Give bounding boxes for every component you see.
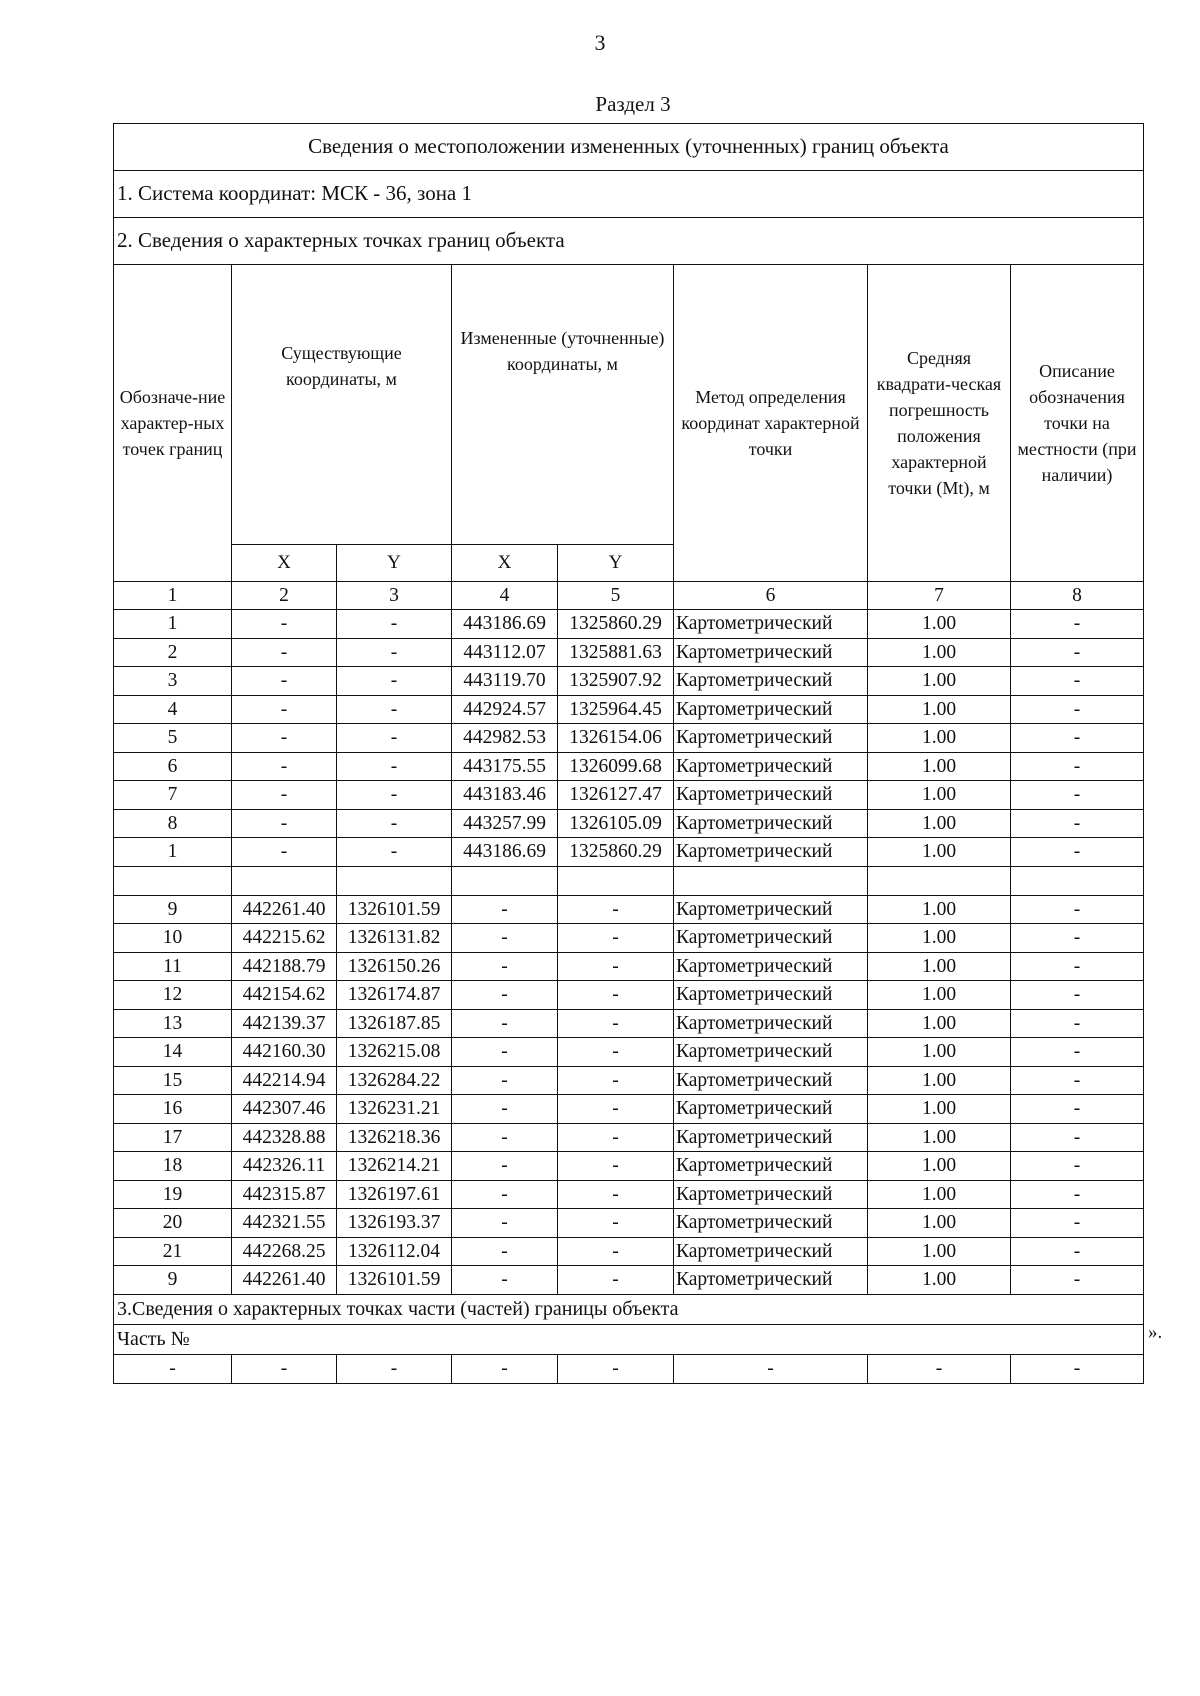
table-row (114, 610, 1144, 639)
table-row (114, 924, 1144, 953)
table-row (114, 1266, 1144, 1295)
table-cell: - (1011, 781, 1144, 810)
parts-cell: - (337, 1354, 452, 1383)
table-cell: - (1011, 1123, 1144, 1152)
table-cell: - (452, 1180, 558, 1209)
table-cell: Картометрический (674, 1152, 868, 1181)
table-row (114, 781, 1144, 810)
table-cell: 1.00 (868, 1123, 1011, 1152)
table-cell: 1325860.29 (558, 610, 674, 639)
table-cell: 442268.25 (232, 1237, 337, 1266)
table-cell: 1.00 (868, 1038, 1011, 1067)
table-cell: 1325964.45 (558, 695, 674, 724)
table-cell: 1326112.04 (337, 1237, 452, 1266)
table-cell: 1326197.61 (337, 1180, 452, 1209)
table-cell: 7 (114, 781, 232, 810)
table-cell: 1326187.85 (337, 1009, 452, 1038)
table-cell: - (558, 1180, 674, 1209)
table-cell: 1.00 (868, 1209, 1011, 1238)
table-cell: 442214.94 (232, 1066, 337, 1095)
table-cell: 1.00 (868, 695, 1011, 724)
table-cell: 1.00 (868, 752, 1011, 781)
table-cell: - (337, 781, 452, 810)
table-cell: 1.00 (868, 610, 1011, 639)
parts-cell: - (868, 1354, 1011, 1383)
table-cell: Картометрический (674, 981, 868, 1010)
table-cell: - (1011, 667, 1144, 696)
table-cell: Картометрический (674, 1209, 868, 1238)
table-cell: 442982.53 (452, 724, 558, 753)
table-cell: 1 (114, 838, 232, 867)
blank-separator-row (114, 866, 1144, 895)
parts-cell: - (114, 1354, 232, 1383)
table-row (114, 838, 1144, 867)
table-cell: 1325860.29 (558, 838, 674, 867)
table-cell: - (1011, 924, 1144, 953)
table-cell: 1325881.63 (558, 638, 674, 667)
table-cell: Картометрический (674, 667, 868, 696)
column-number: 4 (452, 582, 558, 610)
table-cell: Картометрический (674, 809, 868, 838)
table-row (114, 695, 1144, 724)
table-cell: - (452, 1123, 558, 1152)
header-method: Метод определения координат характерной точки (674, 265, 868, 582)
header-changed-x: X (452, 545, 558, 582)
table-cell: - (232, 724, 337, 753)
page-number: 3 (594, 30, 606, 55)
table-cell: 1326105.09 (558, 809, 674, 838)
table-row (114, 981, 1144, 1010)
parts-row (114, 1354, 1144, 1383)
table-cell: 1.00 (868, 1266, 1011, 1295)
table-cell: 1326131.82 (337, 924, 452, 953)
table-cell: - (337, 610, 452, 639)
table-title: Сведения о местоположении измененных (уточненных) границ объекта (114, 124, 1144, 171)
table-cell: 442328.88 (232, 1123, 337, 1152)
table-cell: - (452, 1066, 558, 1095)
table-cell: Картометрический (674, 1180, 868, 1209)
table-cell: 1.00 (868, 1095, 1011, 1124)
table-cell: 443186.69 (452, 610, 558, 639)
table-cell: - (1011, 610, 1144, 639)
table-cell: - (558, 1152, 674, 1181)
table-cell: - (232, 695, 337, 724)
part-number-label: Часть № (114, 1324, 1144, 1354)
table-cell: - (558, 1066, 674, 1095)
table-cell: - (232, 610, 337, 639)
column-number: 8 (1011, 582, 1144, 610)
table-cell: 1326127.47 (558, 781, 674, 810)
table-cell: - (1011, 695, 1144, 724)
table-cell: 1325907.92 (558, 667, 674, 696)
table-cell: - (1011, 981, 1144, 1010)
table-cell: Картометрический (674, 752, 868, 781)
table-row (114, 667, 1144, 696)
table-cell: - (1011, 1180, 1144, 1209)
table-row (114, 1009, 1144, 1038)
table-cell: 442261.40 (232, 895, 337, 924)
table-cell: 20 (114, 1209, 232, 1238)
parts-heading: 3.Сведения о характерных точках части (частей) границы объекта (114, 1294, 1144, 1324)
header-point-designation: Обозначе-ние характер-ных точек границ (114, 265, 232, 582)
table-cell: - (337, 724, 452, 753)
table-cell: 2 (114, 638, 232, 667)
table-cell: - (337, 667, 452, 696)
table-row (114, 895, 1144, 924)
table-cell: - (232, 809, 337, 838)
table-cell: 1.00 (868, 924, 1011, 953)
header-existing-y: Y (337, 545, 452, 582)
table-cell: 18 (114, 1152, 232, 1181)
table-row (114, 1066, 1144, 1095)
table-cell: 442154.62 (232, 981, 337, 1010)
table-cell: 3 (114, 667, 232, 696)
table-cell: 442139.37 (232, 1009, 337, 1038)
table-cell: - (558, 1237, 674, 1266)
table-cell: 1.00 (868, 724, 1011, 753)
table-cell: 1326099.68 (558, 752, 674, 781)
table-cell: - (232, 781, 337, 810)
table-row (114, 1152, 1144, 1181)
table-cell: 8 (114, 809, 232, 838)
header-existing-coords: Существующие координаты, м (232, 265, 452, 545)
table-cell: - (1011, 1095, 1144, 1124)
table-cell: 1326101.59 (337, 1266, 452, 1295)
table-cell: Картометрический (674, 952, 868, 981)
table-cell: - (1011, 1066, 1144, 1095)
parts-cell: - (558, 1354, 674, 1383)
table-cell: - (452, 1237, 558, 1266)
table-cell: 1.00 (868, 638, 1011, 667)
table-cell: Картометрический (674, 638, 868, 667)
column-number-row (114, 582, 1144, 610)
table-cell: - (558, 1095, 674, 1124)
parts-cell: - (452, 1354, 558, 1383)
table-cell: 1326218.36 (337, 1123, 452, 1152)
table-cell: 1.00 (868, 895, 1011, 924)
table-cell: 1.00 (868, 1152, 1011, 1181)
table-cell: 1.00 (868, 781, 1011, 810)
table-cell: - (452, 1009, 558, 1038)
table-row (114, 638, 1144, 667)
table-cell: 21 (114, 1237, 232, 1266)
table-cell: 442261.40 (232, 1266, 337, 1295)
table-cell: - (1011, 1209, 1144, 1238)
header-changed-coords: Измененные (уточненные) координаты, м (452, 265, 674, 545)
table-cell: 442215.62 (232, 924, 337, 953)
table-row (114, 1237, 1144, 1266)
table-row (114, 1123, 1144, 1152)
section-title: Раздел 3 (595, 92, 671, 116)
boundary-table (113, 123, 1144, 1384)
table-cell: 1326101.59 (337, 895, 452, 924)
table-cell: 14 (114, 1038, 232, 1067)
table-cell: - (452, 1266, 558, 1295)
table-cell: - (232, 667, 337, 696)
table-cell: - (1011, 809, 1144, 838)
table-cell: Картометрический (674, 724, 868, 753)
table-cell: - (232, 752, 337, 781)
table-cell: 1326231.21 (337, 1095, 452, 1124)
table-cell: Картометрический (674, 924, 868, 953)
table-cell: 442315.87 (232, 1180, 337, 1209)
table-cell: 443112.07 (452, 638, 558, 667)
table-cell: 442307.46 (232, 1095, 337, 1124)
table-cell: 1.00 (868, 1009, 1011, 1038)
table-cell: 13 (114, 1009, 232, 1038)
table-row (114, 952, 1144, 981)
table-cell: 1.00 (868, 1237, 1011, 1266)
table-row (114, 1095, 1144, 1124)
table-cell: - (337, 752, 452, 781)
table-cell: 443186.69 (452, 838, 558, 867)
table-cell: 1 (114, 610, 232, 639)
table-cell: Картометрический (674, 1066, 868, 1095)
table-cell: 1326154.06 (558, 724, 674, 753)
table-row (114, 724, 1144, 753)
table-cell: - (558, 924, 674, 953)
column-number: 1 (114, 582, 232, 610)
table-cell: - (1011, 752, 1144, 781)
table-cell: - (1011, 952, 1144, 981)
table-cell: Картометрический (674, 695, 868, 724)
table-cell: - (558, 981, 674, 1010)
table-cell: 1326174.87 (337, 981, 452, 1010)
table-cell: Картометрический (674, 1266, 868, 1295)
table-cell: 11 (114, 952, 232, 981)
table-cell: - (1011, 1038, 1144, 1067)
table-cell: - (452, 1038, 558, 1067)
table-cell: - (558, 895, 674, 924)
table-cell: Картометрический (674, 610, 868, 639)
parts-cell: - (232, 1354, 337, 1383)
table-cell: 443119.70 (452, 667, 558, 696)
column-number: 5 (558, 582, 674, 610)
table-cell: 1.00 (868, 809, 1011, 838)
table-cell: 1.00 (868, 952, 1011, 981)
table-cell: 443175.55 (452, 752, 558, 781)
table-cell: - (452, 981, 558, 1010)
table-cell: - (452, 1152, 558, 1181)
table-cell: - (1011, 1152, 1144, 1181)
table-cell: 4 (114, 695, 232, 724)
table-cell: 10 (114, 924, 232, 953)
table-cell: - (1011, 724, 1144, 753)
column-number: 7 (868, 582, 1011, 610)
table-cell: Картометрический (674, 781, 868, 810)
table-cell: 442188.79 (232, 952, 337, 981)
table-cell: - (1011, 895, 1144, 924)
parts-cell: - (674, 1354, 868, 1383)
table-cell: 1326284.22 (337, 1066, 452, 1095)
table-cell: 5 (114, 724, 232, 753)
table-cell: 1326215.08 (337, 1038, 452, 1067)
table-cell: 1326150.26 (337, 952, 452, 981)
table-cell: - (452, 924, 558, 953)
header-description: Описание обозначения точки на местности (при наличии) (1011, 265, 1144, 582)
table-cell: - (558, 1266, 674, 1295)
table-cell: - (1011, 1009, 1144, 1038)
column-number: 6 (674, 582, 868, 610)
table-cell: Картометрический (674, 1095, 868, 1124)
table-cell: - (452, 1209, 558, 1238)
closing-quote-mark: ». (1148, 1322, 1163, 1343)
table-cell: - (232, 638, 337, 667)
table-cell: 442326.11 (232, 1152, 337, 1181)
table-cell: 16 (114, 1095, 232, 1124)
table-cell: 9 (114, 1266, 232, 1295)
table-cell: - (337, 838, 452, 867)
table-cell: Картометрический (674, 1123, 868, 1152)
table-row (114, 752, 1144, 781)
table-cell: - (558, 1123, 674, 1152)
table-cell: - (452, 952, 558, 981)
table-cell: 15 (114, 1066, 232, 1095)
table-cell: - (558, 1209, 674, 1238)
parts-cell: - (1011, 1354, 1144, 1383)
table-cell: 12 (114, 981, 232, 1010)
points-heading: 2. Сведения о характерных точках границ объекта (114, 218, 1144, 265)
table-cell: Картометрический (674, 838, 868, 867)
table-cell: - (1011, 1237, 1144, 1266)
table-cell: - (452, 1095, 558, 1124)
table-cell: 442160.30 (232, 1038, 337, 1067)
coordinate-system: 1. Система координат: МСК - 36, зона 1 (114, 171, 1144, 218)
table-cell: Картометрический (674, 1237, 868, 1266)
table-cell: 443257.99 (452, 809, 558, 838)
table-cell: - (558, 1009, 674, 1038)
table-cell: 1.00 (868, 667, 1011, 696)
table-cell: Картометрический (674, 1009, 868, 1038)
table-cell: 1.00 (868, 1066, 1011, 1095)
table-cell: - (232, 838, 337, 867)
table-cell: 442321.55 (232, 1209, 337, 1238)
column-number: 3 (337, 582, 452, 610)
table-row (114, 1209, 1144, 1238)
table-cell: 19 (114, 1180, 232, 1209)
table-cell: - (337, 638, 452, 667)
table-cell: - (1011, 838, 1144, 867)
table-cell: Картометрический (674, 1038, 868, 1067)
table-cell: 1326193.37 (337, 1209, 452, 1238)
table-cell: 6 (114, 752, 232, 781)
table-row (114, 1180, 1144, 1209)
table-cell: Картометрический (674, 895, 868, 924)
table-cell: 9 (114, 895, 232, 924)
table-cell: 1.00 (868, 981, 1011, 1010)
table-row (114, 809, 1144, 838)
table-cell: 442924.57 (452, 695, 558, 724)
table-cell: 443183.46 (452, 781, 558, 810)
header-existing-x: X (232, 545, 337, 582)
table-cell: - (558, 952, 674, 981)
table-cell: 17 (114, 1123, 232, 1152)
table-cell: - (452, 895, 558, 924)
table-cell: - (337, 695, 452, 724)
table-cell: - (1011, 638, 1144, 667)
header-mean-error: Средняя квадрати-ческая погрешность положения характерной точки (Mt), м (868, 265, 1011, 582)
table-row (114, 1038, 1144, 1067)
table-cell: - (337, 809, 452, 838)
table-cell: 1.00 (868, 838, 1011, 867)
table-cell: - (1011, 1266, 1144, 1295)
header-changed-y: Y (558, 545, 674, 582)
table-cell: - (558, 1038, 674, 1067)
column-number: 2 (232, 582, 337, 610)
table-cell: 1326214.21 (337, 1152, 452, 1181)
table-cell: 1.00 (868, 1180, 1011, 1209)
